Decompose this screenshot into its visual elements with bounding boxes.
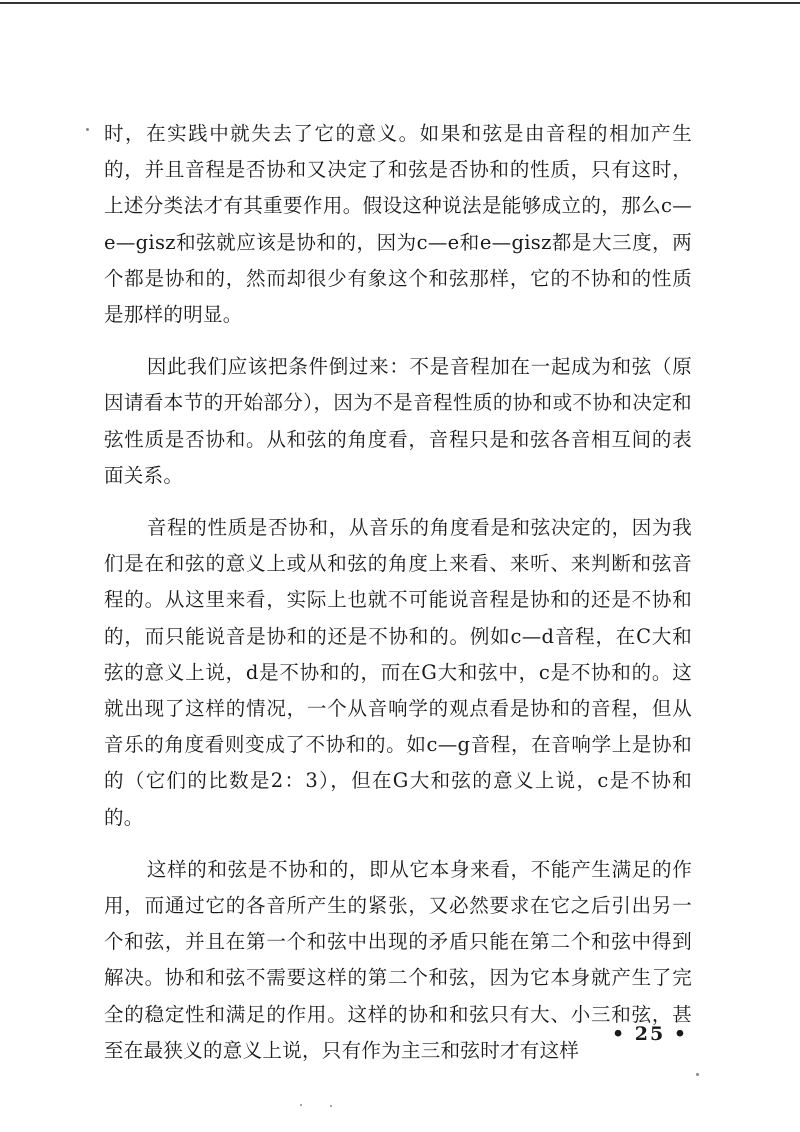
paragraph-2: 因此我们应该把条件倒过来：不是音程加在一起成为和弦（原因请看本节的开始部分），因为不是音程性质的协和或不协和决定和弦性质是否协和。从和弦的角度看，音程只是和弦各音相互间的表面关系。 [104,355,692,487]
scan-speck [696,1073,699,1076]
paragraph-4: 这样的和弦是不协和的，即从它本身来看，不能产生满足的作用，而通过它的各音所产生的紧张，又必然要求在它之后引出另一个和弦，并且在第一个和弦中出现的矛盾只能在第二个和弦中得到解决。协和和弦不需要这样的第二个和弦，因为它本身就产生了完全的稳定性和满足的作用。这样的协和和弦只有大、小三和弦，甚至在最狭义的意义上说，只有作为主三和弦时才有这样 [104,857,692,1062]
paragraph-1: 时，在实践中就失去了它的意义。如果和弦是由音程的相加产生的，并且音程是否协和又决定了和弦是否协和的性质，只有这时，上述分类法才有其重要作用。假设这种说法是能够成立的，那么c—e—gisz和弦就应该是协和的，因为c—e和e—gisz都是大三度，两个都是协和的，然而却很少有象这个和弦那样，它的不协和的性质是那样的明显。 [104,122,692,327]
top-border-line [0,2,800,4]
scan-speck [86,128,89,131]
page-number: • 25 • [612,1023,688,1045]
scan-speck [330,1105,332,1107]
body-text [104,116,692,1085]
scan-speck [300,1104,302,1106]
paragraph-3: 音程的性质是否协和，从音乐的角度看是和弦决定的，因为我们是在和弦的意义上或从和弦的角度上来看、来听、来判断和弦音程的。从这里来看，实际上也就不可能说音程是协和的还是不协和的，而只能说音是协和的还是不协和的。例如c—d音程，在C大和弦的意义上说，d是不协和的，而在G大和弦中，c是不协和的。这就出现了这样的情况，一个从音响学的观点看是协和的音程，但从音乐的角度看则变成了不协和的。如c—g音程，在音响学上是协和的（它们的比数是2：3），但在G大和弦的意义上说，c是不协和的。 [104,516,692,829]
